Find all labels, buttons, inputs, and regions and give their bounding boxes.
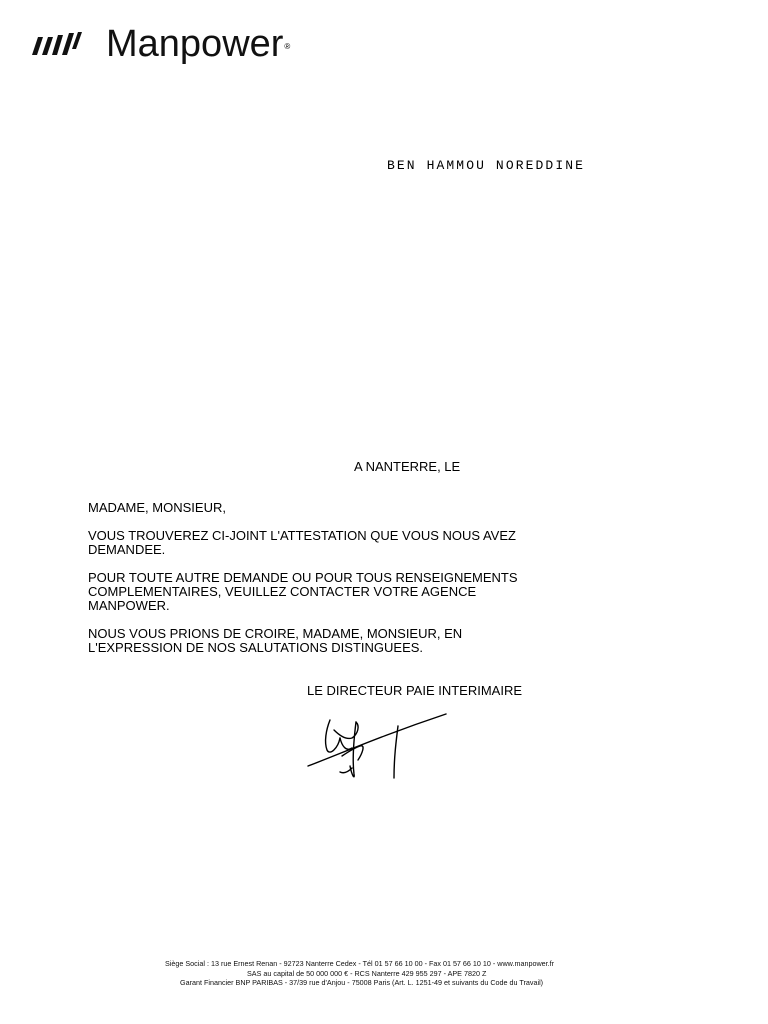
recipient-name: BEN HAMMOU NOREDDINE (387, 158, 586, 173)
footer-line-capital: SAS au capital de 50 000 000 € - RCS Nanterre 429 955 297 - APE 7820 Z (247, 968, 487, 978)
manpower-stripes-logo-icon (28, 31, 84, 57)
footer (0, 959, 768, 988)
brand-name: Manpower (106, 23, 284, 65)
letter-body (88, 501, 548, 669)
manpower-logo (28, 22, 290, 66)
footer-line-guarantor: Garant Financier BNP PARIBAS - 37/39 rue d'Anjou - 75008 Paris (Art. L. 1251-49 et suivants du Code du Travail) (180, 978, 544, 987)
paragraph-attestation: VOUS TROUVEREZ CI-JOINT L'ATTESTATION QUE VOUS NOUS AVEZ DEMANDEE. (88, 528, 516, 557)
paragraph-closing: NOUS VOUS PRIONS DE CROIRE, MADAME, MONSIEUR, EN L'EXPRESSION DE NOS SALUTATIONS DISTINGUEES. (88, 626, 463, 655)
registered-mark: ® (284, 41, 291, 51)
salutation: MADAME, MONSIEUR, (88, 500, 226, 515)
signatory-title: LE DIRECTEUR PAIE INTERIMAIRE (307, 683, 523, 698)
paragraph-contact: POUR TOUTE AUTRE DEMANDE OU POUR TOUS RENSEIGNEMENTS COMPLEMENTAIRES, VEUILLEZ CONTACTER VOTRE AGENCE MANPOWER. (88, 570, 518, 613)
place-date: A NANTERRE, LE (354, 459, 461, 474)
footer-line-head-office: Siège Social : 13 rue Ernest Renan - 92723 Nanterre Cedex - Tél 01 57 66 10 00 - Fax 01 57 66 10 10 - www.manpower.fr (165, 959, 555, 968)
handwritten-signature (300, 708, 455, 788)
